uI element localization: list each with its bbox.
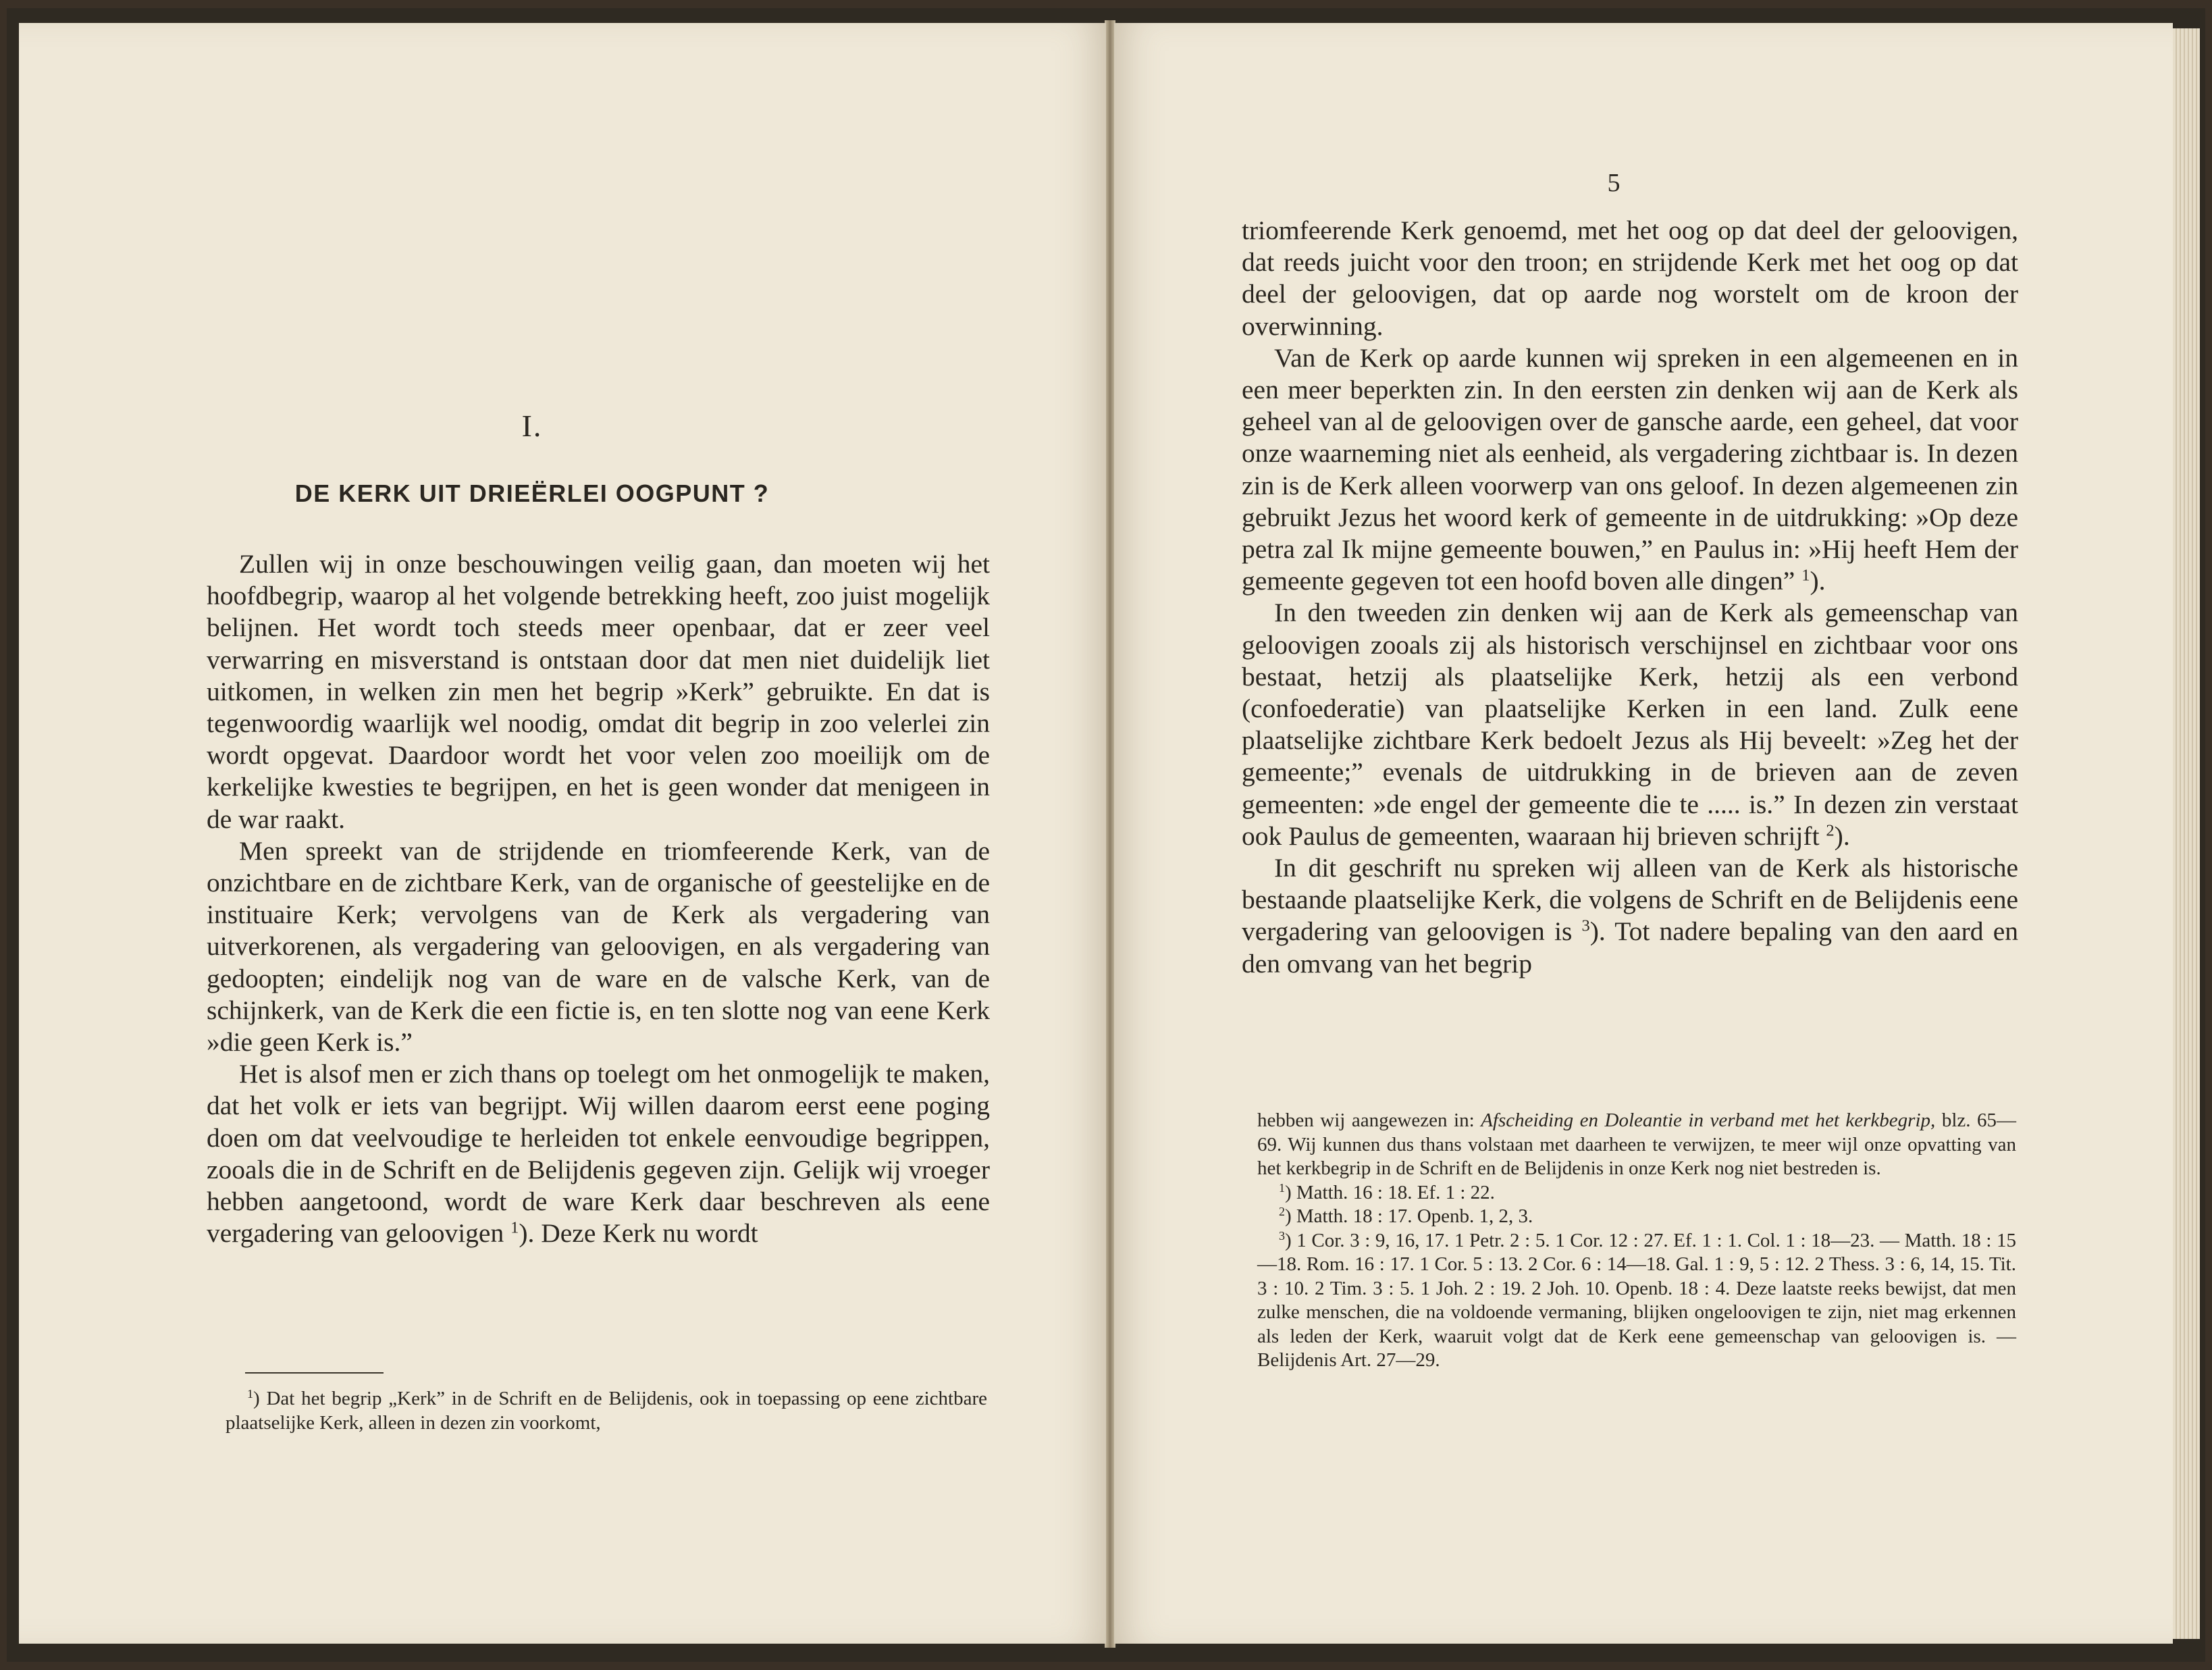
- footnote-ref: 1: [510, 1218, 519, 1237]
- footnote-marker: 1: [247, 1387, 253, 1401]
- footnote-ref: 3: [1581, 917, 1590, 935]
- paragraph: [207, 1058, 990, 1249]
- page-number: 5: [1607, 169, 1621, 197]
- footnote-text: blz. 65—69. Wij kunnen dus thans volstaan met daarheen te verwijzen, te meer wijl onze opvatting van het kerkbegrip in de Schrift en de Belijdenis in onze Kerk nog niet bestreden is.: [1257, 1110, 2017, 1179]
- paragraph-text: ).: [1810, 566, 1826, 596]
- paragraph: [1242, 597, 2018, 852]
- footnote: [1257, 1229, 2016, 1373]
- footnote-text: ) Matth. 16 : 18. Ef. 1 : 22.: [1284, 1181, 1495, 1203]
- footnote: [1257, 1181, 2016, 1205]
- paragraph: triomfeerende Kerk genoemd, met het oog op dat deel der geloovigen, dat reeds juicht voor den troon; en strijdende Kerk met het oog op dat deel der geloovigen, dat op aarde nog worstelt om de kroon der overwinning.: [1242, 215, 2018, 341]
- footnote-ref: 2: [1826, 821, 1835, 840]
- footnote-ref: 1: [1801, 566, 1810, 585]
- footnote-marker: 3: [1279, 1228, 1285, 1243]
- paragraph: [1242, 342, 2018, 598]
- footnote-text: ) Matth. 18 : 17. Openb. 1, 2, 3.: [1284, 1205, 1533, 1227]
- footnote-rule: [245, 1372, 384, 1374]
- paragraph-text: Van de Kerk op aarde kunnen wij spreken in een algemeenen en in een meer beperkten zin. In den eersten zin denken wij aan de Kerk als geheel van al de geloovigen over de gansche aarde, een geheel, dat voor onze waarneming niet als eenheid, als vergadering zichtbaar is. In dezen zin is de Kerk alleen voorwerp van ons geloof. In dezen algemeenen zin gebruikt Jezus het woord kerk of gemeente in de uitdrukking: »Op deze petra zal Ik mijne gemeente bouwen,” en Paulus in: »Hij heeft Hem der gemeente gegeven tot een hoofd boven alle dingen”: [1242, 342, 2018, 596]
- book-title: Afscheiding en Doleantie in verband met het kerkbegrip,: [1481, 1110, 1936, 1131]
- left-footnote: [226, 1387, 987, 1435]
- chapter-title: DE KERK UIT DRIEËRLEI OOGPUNT ?: [294, 479, 770, 507]
- footnote-text: ) Dat het begrip „Kerk” in de Schrift en de Belijdenis, ook in toepassing op eene zichtbare plaatselijke Kerk, alleen in dezen zin voorkomt,: [226, 1388, 987, 1434]
- paragraph-text: In dit geschrift nu spreken wij alleen van de Kerk als historische bestaande plaatselijke Kerk, die volgens de Schrift en de Belijdenis eene vergadering van geloovigen is: [1242, 853, 2018, 947]
- paragraph: [1242, 852, 2018, 980]
- paragraph-text: ).: [1834, 820, 1850, 851]
- left-body-text: [207, 548, 990, 1249]
- footnote: [226, 1387, 987, 1435]
- paragraph-text: ). Deze Kerk nu wordt: [519, 1218, 758, 1249]
- paragraph-text: Het is alsof men er zich thans op toelegt om het onmogelijk te maken, dat het volk er iets van begrijpt. Wij willen daarom eerst eene poging doen om dat veelvoudige te herleiden tot enkele eenvoudige begrippen, zooals die in de Schrift en de Belijdenis gegeven zijn. Gelijk wij vroeger hebben aangetoond, wordt de ware Kerk daar beschreven als eene vergadering van geloovigen: [207, 1059, 990, 1249]
- page-edges: [2173, 28, 2200, 1639]
- paragraph-text: ). Tot nadere bepaling van den aard en den omvang van het begrip: [1242, 916, 2019, 978]
- footnote-text: ) 1 Cor. 3 : 9, 16, 17. 1 Petr. 2 : 5. 1 Cor. 12 : 27. Ef. 1 : 1. Col. 1 : 18—23. — Matth. 18 : 15—18. Rom. 16 : 17. 1 Cor. 5 : 13. 2 Cor. 6 : 14—18. Gal. 1 : 9, 5 : 12. 2 Thess. 3 : 6, 14, 15. Tit. 3 : 10. 2 Tim. 3 : 5. 1 Joh. 2 : 19. 2 Joh. 10. Openb. 18 : 4. Deze laatste reeks bewijst, dat men zulke menschen, die na voldoende vermaning, blijken ongeloovigen te zijn, niet mag erkennen als leden der Kerk, waaruit volgt dat de Kerk eene gemeenschap van geloovigen is. — Belijdenis Art. 27—29.: [1257, 1229, 2016, 1371]
- right-page: [1114, 23, 2173, 1644]
- footnote: [1257, 1205, 2016, 1229]
- footnote-continuation: [1257, 1109, 2016, 1181]
- footnote-marker: 2: [1279, 1205, 1285, 1219]
- right-body-text: [1242, 215, 2018, 980]
- paragraph: Zullen wij in onze beschouwingen veilig gaan, dan moeten wij het hoofdbegrip, waarop al het volgende betrekking heeft, zoo juist mogelijk belijnen. Het wordt toch steeds meer openbaar, dat er zeer veel verwarring en misverstand is ontstaan door dat men niet duidelijk liet uitkomen, in welken zin men het begrip »Kerk” gebruikte. En dat is tegenwoordig waarlijk wel noodig, omdat dit begrip in zoo velerlei zin wordt opgevat. Daardoor wordt het voor velen zoo moeilijk om de kerkelijke kwesties te begrijpen, en het is geen wonder dat menigeen in de war raakt.: [207, 549, 990, 834]
- footnote-marker: 1: [1279, 1180, 1285, 1195]
- paragraph: Men spreekt van de strijdende en triomfeerende Kerk, van de onzichtbare en de zichtbare Kerk, van de organische of geestelijke en de instituaire Kerk; vervolgens van de Kerk als vergadering van uitverkorenen, als vergadering van geloovigen, en als vergadering van gedoopten; eindelijk nog van de ware en de valsche Kerk, van de schijnkerk, van de Kerk die een fictie is, en ten slotte nog van eene Kerk »die geen Kerk is.”: [207, 835, 990, 1058]
- paragraph-text: In den tweeden zin denken wij aan de Kerk als gemeenschap van geloovigen zooals zij als historisch verschijnsel en zichtbaar voor ons bestaat, hetzij als plaatselijke Kerk, hetzij als een verbond (confoederatie) van plaatselijke Kerken in een land. Zulk eene plaatselijke zichtbare Kerk bedoelt Jezus als Hij beveelt: »Zeg het der gemeente;” evenals de uitdrukking in de brieven aan de zeven gemeenten: »de engel der gemeente die te ..... is.” In dezen zin verstaat ook Paulus de gemeenten, waaraan hij brieven schrijft: [1242, 598, 2018, 851]
- right-footnotes: [1257, 1109, 2016, 1373]
- chapter-number: I.: [521, 409, 543, 443]
- book-spread: [7, 8, 2205, 1662]
- footnote-text: hebben wij aangewezen in:: [1257, 1110, 1475, 1131]
- left-page: [19, 23, 1106, 1644]
